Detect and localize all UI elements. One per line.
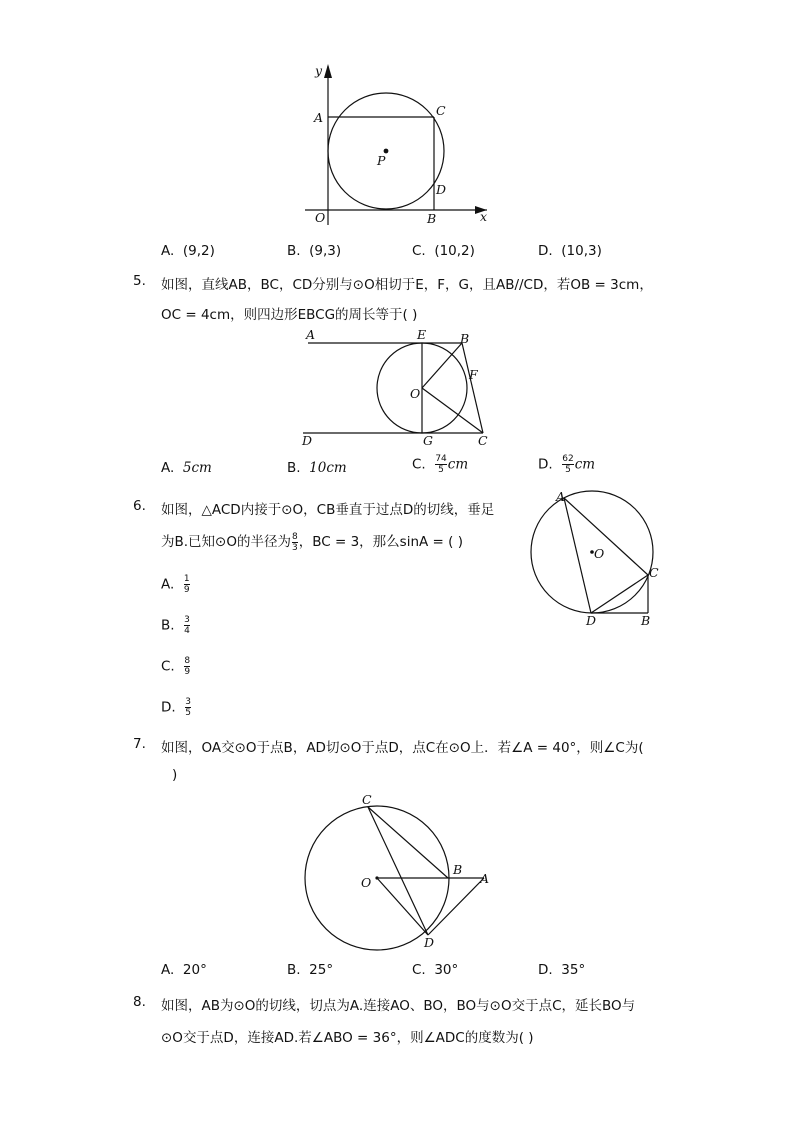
q7-figure bbox=[300, 790, 500, 955]
label-a: A bbox=[556, 489, 566, 504]
label-o: O bbox=[315, 210, 326, 225]
option-letter: B. bbox=[287, 460, 301, 476]
fraction-denominator: 3 bbox=[292, 542, 298, 553]
option-text: 30° bbox=[434, 962, 459, 978]
label-a: A bbox=[480, 871, 490, 886]
q6-option-c[interactable] bbox=[161, 656, 191, 677]
label-p: P bbox=[377, 153, 386, 168]
label-o: O bbox=[410, 386, 421, 401]
q4-option-d[interactable] bbox=[538, 243, 602, 259]
option-fraction bbox=[184, 615, 190, 636]
option-fraction bbox=[184, 656, 190, 677]
q5-option-d[interactable] bbox=[538, 454, 595, 475]
q5-option-c[interactable] bbox=[412, 454, 468, 475]
label-d: D bbox=[436, 182, 447, 197]
center-o-dot bbox=[375, 876, 378, 879]
option-text: (9,3) bbox=[309, 243, 342, 259]
y-axis-arrow bbox=[324, 64, 332, 78]
segment-ad bbox=[564, 498, 591, 613]
q5-number: 5. bbox=[133, 273, 146, 289]
label-f: F bbox=[469, 367, 478, 382]
label-d: D bbox=[302, 433, 313, 448]
q5-stem-line1: 如图，直线AB，BC，CD分别与⊙O相切于E，F，G，且AB//CD，若OB = 3cm， bbox=[161, 277, 653, 293]
label-b: B bbox=[453, 862, 463, 877]
q7-option-b[interactable] bbox=[287, 962, 333, 978]
q6-stem-line1: 如图，△ACD内接于⊙O，CB垂直于过点D的切线，垂足 bbox=[161, 502, 495, 518]
option-letter: C. bbox=[161, 658, 175, 675]
q8-stem-line2: ⊙O交于点D，连接AD.若∠ABO = 36°，则∠ADC的度数为( ) bbox=[161, 1030, 534, 1046]
fraction-numerator: 62 bbox=[562, 454, 574, 464]
q6-option-d[interactable] bbox=[161, 697, 192, 718]
fraction-numerator: 74 bbox=[435, 454, 447, 464]
q6-figure bbox=[525, 486, 675, 628]
label-d: D bbox=[424, 935, 435, 950]
q6-stem-text-b: ，BC = 3，那么sinA = ( ) bbox=[298, 534, 463, 550]
option-unit: cm bbox=[447, 456, 469, 473]
q4-option-a[interactable] bbox=[161, 243, 215, 259]
label-c: C bbox=[436, 103, 446, 118]
fraction-numerator: 3 bbox=[184, 615, 190, 625]
option-text: 5cm bbox=[182, 460, 212, 476]
segment-ob bbox=[422, 343, 462, 388]
option-unit: cm bbox=[574, 456, 596, 473]
q5-figure bbox=[298, 326, 498, 450]
q8-stem-line1: 如图，AB为⊙O的切线，切点为A.连接AO、BO，BO与⊙O交于点C，延长BO与 bbox=[161, 998, 636, 1014]
q7-option-d[interactable] bbox=[538, 962, 585, 978]
option-text: 25° bbox=[309, 962, 334, 978]
option-letter: D. bbox=[538, 962, 553, 978]
option-text: 35° bbox=[561, 962, 586, 978]
label-y: y bbox=[315, 63, 323, 78]
q7-number: 7. bbox=[133, 736, 146, 752]
label-g: G bbox=[423, 433, 433, 448]
fraction-denominator: 5 bbox=[185, 708, 192, 718]
option-letter: D. bbox=[538, 456, 553, 473]
q7-option-c[interactable] bbox=[412, 962, 458, 978]
option-letter: A. bbox=[161, 460, 175, 476]
fraction-numerator: 8 bbox=[184, 656, 191, 666]
label-c: C bbox=[362, 792, 372, 807]
q7-stem-line1: 如图，OA交⊙O于点B，AD切⊙O于点D，点C在⊙O上．若∠A = 40°，则∠C为( bbox=[161, 740, 644, 756]
option-letter: C. bbox=[412, 962, 426, 978]
option-letter: B. bbox=[161, 617, 175, 634]
label-e: E bbox=[417, 327, 427, 342]
option-letter: A. bbox=[161, 576, 175, 593]
option-text: (10,2) bbox=[434, 243, 475, 259]
tangent-ad bbox=[428, 878, 484, 935]
q6-option-b[interactable] bbox=[161, 615, 191, 636]
segment-cb bbox=[368, 807, 448, 878]
q4-option-b[interactable] bbox=[287, 243, 341, 259]
q8-number: 8. bbox=[133, 994, 146, 1010]
fraction-denominator: 5 bbox=[438, 465, 444, 475]
label-b: B bbox=[460, 331, 470, 346]
q6-option-a[interactable] bbox=[161, 574, 191, 595]
fraction-numerator: 8 bbox=[292, 531, 298, 542]
label-d: D bbox=[586, 613, 597, 628]
fraction-denominator: 9 bbox=[183, 585, 190, 595]
q7-option-a[interactable] bbox=[161, 962, 207, 978]
option-letter: D. bbox=[161, 699, 176, 716]
fraction-denominator: 9 bbox=[184, 667, 191, 677]
label-a: A bbox=[306, 327, 316, 342]
fraction-denominator: 4 bbox=[184, 626, 190, 636]
option-letter: C. bbox=[412, 243, 426, 259]
option-fraction bbox=[435, 454, 446, 475]
label-o: O bbox=[361, 875, 372, 890]
segment-dc bbox=[591, 575, 648, 613]
label-b: B bbox=[427, 211, 437, 226]
option-fraction bbox=[184, 574, 190, 595]
segment-od bbox=[377, 878, 428, 935]
q4-figure bbox=[295, 60, 495, 235]
label-b: B bbox=[641, 613, 651, 628]
q6-stem-line2 bbox=[161, 530, 463, 553]
q5-option-b[interactable] bbox=[287, 460, 347, 476]
option-letter: A. bbox=[161, 243, 175, 259]
option-text: (10,3) bbox=[561, 243, 602, 259]
label-x: x bbox=[480, 209, 488, 224]
fraction-numerator: 1 bbox=[183, 574, 190, 584]
label-c: C bbox=[649, 565, 659, 580]
segment-cd bbox=[368, 807, 428, 935]
q5-stem-line2: OC = 4cm，则四边形EBCG的周长等于( ) bbox=[161, 307, 418, 323]
option-letter: B. bbox=[287, 243, 301, 259]
label-c: C bbox=[478, 433, 488, 448]
option-text: 10cm bbox=[309, 460, 347, 476]
q6-stem-text-a: 为B.已知⊙O的半径为 bbox=[161, 534, 291, 550]
option-fraction bbox=[562, 454, 573, 475]
option-letter: B. bbox=[287, 962, 301, 978]
option-text: 20° bbox=[182, 962, 207, 978]
option-fraction bbox=[185, 697, 191, 718]
q6-radius-fraction bbox=[292, 532, 298, 553]
option-text: (9,2) bbox=[182, 243, 215, 259]
q4-option-c[interactable] bbox=[412, 243, 475, 259]
q5-option-a[interactable] bbox=[161, 460, 212, 476]
fraction-numerator: 3 bbox=[185, 697, 192, 707]
q7-stem-line2: ) bbox=[172, 767, 178, 783]
option-letter: D. bbox=[538, 243, 553, 259]
label-o: O bbox=[594, 546, 605, 561]
fraction-denominator: 5 bbox=[565, 465, 571, 475]
label-a: A bbox=[314, 110, 324, 125]
option-letter: A. bbox=[161, 962, 175, 978]
option-letter: C. bbox=[412, 456, 426, 473]
q6-number: 6. bbox=[133, 498, 146, 514]
